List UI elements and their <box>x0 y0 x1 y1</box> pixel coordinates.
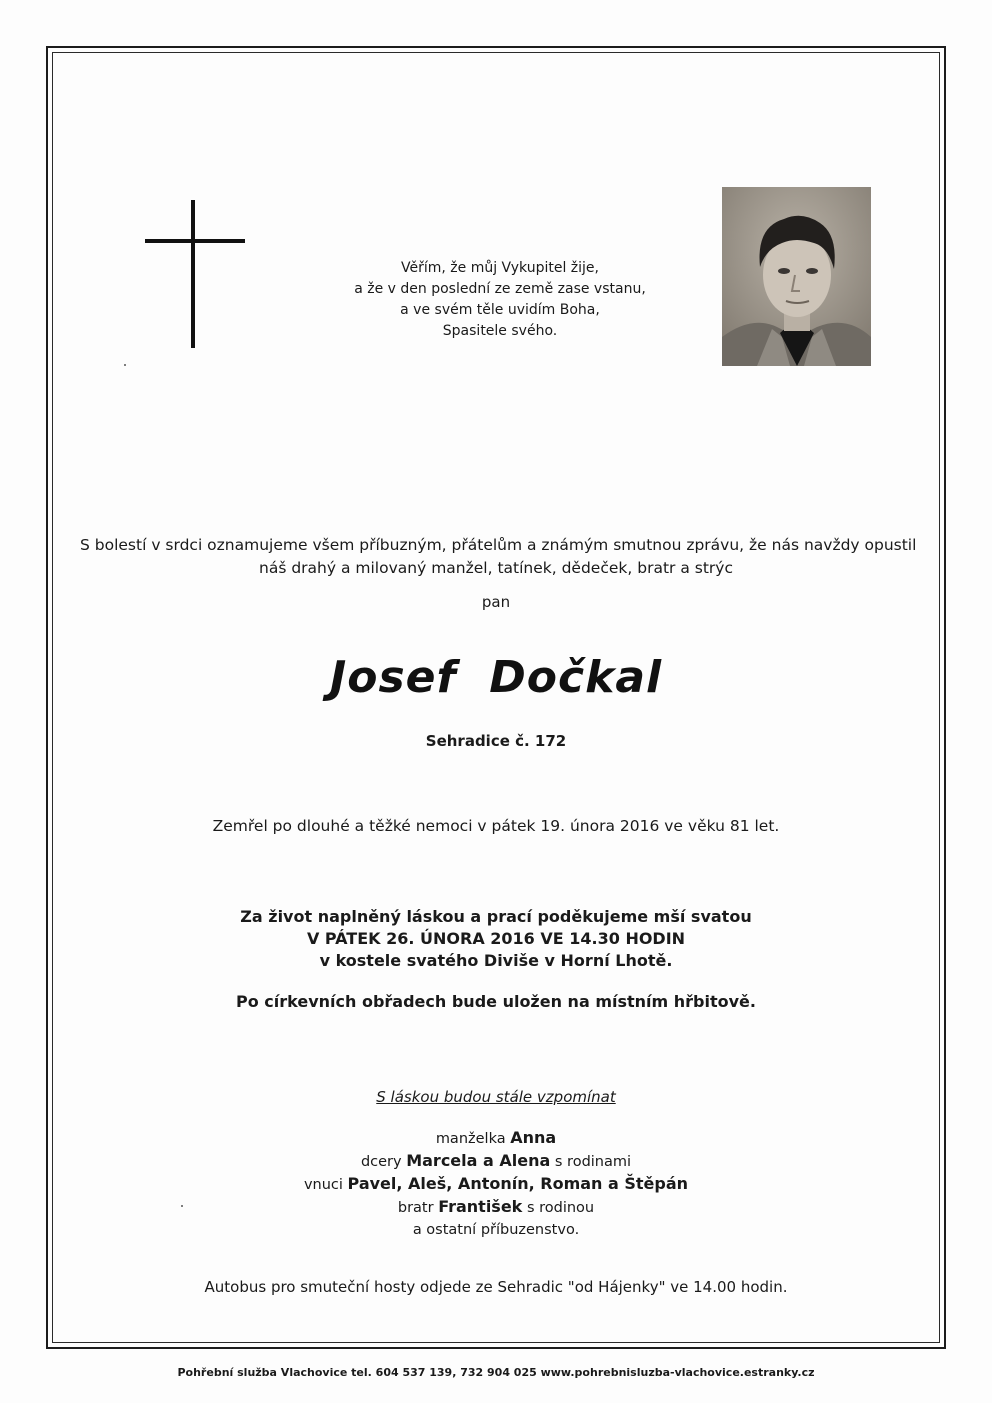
burial-notice: Po církevních obřadech bude uložen na místním hřbitově. <box>236 992 756 1011</box>
relation-label: manželka <box>435 1131 506 1147</box>
death-notice: Zemřel po dlouhé a těžké nemoci v pátek 19. února 2016 ve věku 81 let. <box>212 817 780 835</box>
mourner-daughters <box>0 1150 992 1173</box>
mourner-brother <box>0 1196 992 1219</box>
verse-line: a ve svém těle uvidím Boha, <box>400 302 600 318</box>
verse-line: Spasitele svého. <box>442 323 558 339</box>
relation-label: vnuci <box>303 1177 343 1193</box>
deceased-name: Josef Dočkal <box>329 652 663 703</box>
deceased-address: Sehradice č. 172 <box>425 732 567 750</box>
mourner-name: Marcela a Alena <box>406 1151 551 1170</box>
verse-line: Věřím, že můj Vykupitel žije, <box>401 260 599 276</box>
mourner-name: František <box>438 1197 523 1216</box>
paper-speck <box>181 1205 183 1207</box>
service-line: Za život naplněný láskou a prací poděkujeme mší svatou <box>240 907 752 926</box>
relation-suffix: s rodinou <box>526 1200 595 1216</box>
portrait-photo <box>722 187 871 366</box>
relation-suffix: s rodinami <box>554 1154 632 1170</box>
verse-line: a že v den poslední ze země zase vstanu, <box>354 281 646 297</box>
announcement-line: náš drahý a milovaný manžel, tatínek, dědeček, bratr a strýc <box>259 559 733 577</box>
title-pan: pan <box>481 593 511 611</box>
service-line: V PÁTEK 26. ÚNORA 2016 VE 14.30 HODIN <box>306 929 686 948</box>
announcement <box>80 534 917 580</box>
mourner-wife <box>0 1127 992 1150</box>
mourner-others: a ostatní příbuzenstvo. <box>412 1222 580 1238</box>
relation-label: bratr <box>397 1200 434 1216</box>
funeral-service-footer: Pohřební služba Vlachovice tel. 604 537 139, 732 904 025 www.pohrebnisluzba-vlachovice.estranky.cz <box>177 1366 815 1379</box>
mourner-name: Pavel, Aleš, Antonín, Roman a Štěpán <box>347 1174 689 1193</box>
bus-notice: Autobus pro smuteční hosty odjede ze Sehradic "od Hájenky" ve 14.00 hodin. <box>204 1278 788 1296</box>
announcement-line: S bolestí v srdci oznamujeme všem příbuzným, přátelům a známým smutnou zprávu, že nás navždy opustil <box>80 536 917 554</box>
mourners-heading: S láskou budou stále vzpomínat <box>376 1088 616 1106</box>
service-line: v kostele svatého Diviše v Horní Lhotě. <box>319 951 673 970</box>
funeral-service <box>0 906 992 972</box>
mourner-name: Anna <box>510 1128 557 1147</box>
bible-verse <box>340 258 660 342</box>
relation-label: dcery <box>360 1154 402 1170</box>
mourners-list <box>0 1127 992 1241</box>
paper-speck <box>124 364 126 366</box>
mourner-grandsons <box>0 1173 992 1196</box>
